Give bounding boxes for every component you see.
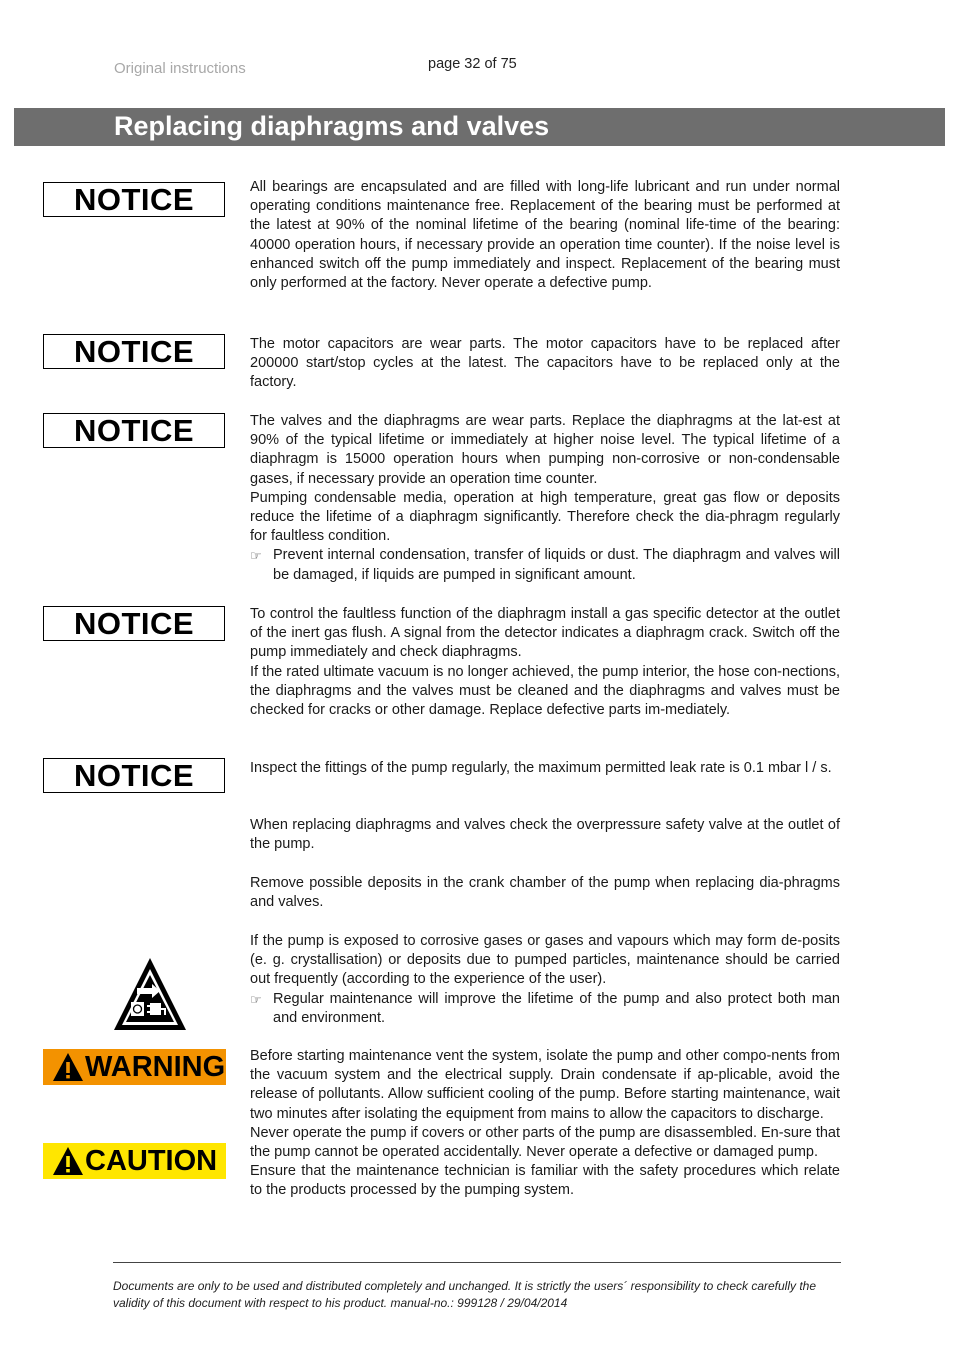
footer-note: Documents are only to be used and distributed completely and unchanged. It is strictly the users´ responsibility to check carefully the validity of this document with respect to his product. manual-no.: 999128 / 29/04/2014 bbox=[113, 1279, 817, 1310]
paragraph: The motor capacitors are wear parts. The motor capacitors have to be replaced after 200000 start/stop cycles at the latest. The capacitors have to be replaced only at the factory. bbox=[250, 336, 840, 391]
paragraph: Pumping condensable media, operation at high temperature, great gas flow or deposits reduce the lifetime of a diaphragm significantly. Therefore check the dia-phragm regularly for faultless condition. bbox=[250, 489, 840, 545]
paragraph: Inspect the fittings of the pump regularly, the maximum permitted leak rate is 0.1 mbar l / s. bbox=[250, 760, 832, 776]
paragraph: When replacing diaphragms and valves check the overpressure safety valve at the outlet of the pump. bbox=[250, 817, 840, 853]
notice-label-bearings: NOTICE bbox=[43, 182, 225, 217]
paragraph: If the rated ultimate vacuum is no longer achieved, the pump interior, the hose con-nections, the diaphragms and the valves must be cleaned and the diaphragms and valves must be checked for cracks or other damage. Replace defective parts im-mediately. bbox=[250, 663, 841, 719]
caution-text: CAUTION bbox=[85, 1145, 218, 1177]
paragraph: The valves and the diaphragms are wear parts. Replace the diaphragms at the lat-est at 90% of the typical lifetime or immediately at higher noise level. The typical lifetime of a diaphragm is 15000 operation hours when pumping non-corrosive or non-condensable gases, if necessary provide an operation time counter. bbox=[250, 413, 840, 487]
pointing-hand-icon: ☞ bbox=[250, 991, 262, 1007]
notice-label-capacitors: NOTICE bbox=[43, 334, 225, 369]
paragraph: Before starting maintenance vent the system, isolate the pump and other compo-nents from the vacuum system and the electrical supply. Drain condensate if ap-plicable, avoid the release of pollutants. Allow sufficient cooling of the pump. Before starting maintenance, wait two minutes after isolating the equipment from mains to allow the capacitors to discharge. bbox=[250, 1048, 840, 1122]
notice-label-detector: NOTICE bbox=[43, 606, 225, 641]
section-bearings bbox=[250, 178, 840, 293]
paragraph: If the pump is exposed to corrosive gases or gases and vapours which may form de-posits (e. g. crystallisation) or deposits due to pumped particles, maintenance should be carried out frequently (according to the experience of the user). bbox=[250, 933, 840, 988]
bullet-text: Regular maintenance will improve the lifetime of the pump and also protect both man and environment. bbox=[273, 990, 840, 1026]
bullet-item bbox=[250, 546, 840, 584]
notice-label-fittings: NOTICE bbox=[43, 758, 225, 793]
paragraph: All bearings are encapsulated and are filled with long-life lubricant and run under normal operating conditions maintenance free. Replacement of the bearing must be performed at the latest at 90% of the nominal lifetime of the bearing (nominal life-time of the bearing: 40000 operation hours, if necessary provide an operation time counter). If the noise level is enhanced switch off the pump immediately and inspect. Replacement of the bearing must only performed at the factory. Never operate a defective pump. bbox=[250, 179, 840, 292]
title-bar bbox=[14, 108, 945, 146]
disconnect-mains-plug-icon bbox=[112, 956, 188, 1032]
bullet-item bbox=[250, 990, 840, 1028]
warning-label bbox=[43, 1049, 226, 1085]
pointing-hand-icon: ☞ bbox=[250, 548, 262, 564]
page-number: page 32 of 75 bbox=[428, 56, 517, 72]
header-label: Original instructions bbox=[114, 60, 246, 77]
paragraph: Remove possible deposits in the crank chamber of the pump when replacing dia-phragms and valves. bbox=[250, 875, 840, 911]
section-maintenance bbox=[250, 1047, 840, 1201]
section-fittings bbox=[250, 759, 840, 778]
warning-triangle-icon bbox=[52, 1052, 84, 1082]
footer-divider bbox=[113, 1262, 841, 1263]
warning-text: WARNING bbox=[85, 1051, 226, 1083]
caution-triangle-icon bbox=[52, 1146, 84, 1176]
notice-label-valves: NOTICE bbox=[43, 413, 225, 448]
section-valves bbox=[250, 412, 840, 585]
paragraph: Never operate the pump if covers or other parts of the pump are disassembled. En-sure that the pump cannot be operated accidentally. Never operate a defective or damaged pump. bbox=[250, 1124, 840, 1161]
section-corrosive bbox=[250, 932, 840, 1028]
bullet-text: Prevent internal condensation, transfer of liquids or dust. The diaphragm and valves will be damaged, if liquids are pumped in significant amount. bbox=[273, 547, 840, 583]
section-capacitors bbox=[250, 335, 840, 393]
section-deposits bbox=[250, 874, 840, 912]
section-safety-valve bbox=[250, 816, 840, 854]
section-detector bbox=[250, 605, 840, 720]
page-title: Replacing diaphragms and valves bbox=[114, 111, 550, 141]
paragraph: Ensure that the maintenance technician is familiar with the safety procedures which relate to the products processed by the pumping system. bbox=[250, 1163, 840, 1199]
paragraph: To control the faultless function of the diaphragm install a gas specific detector at the outlet of the inert gas flush. A signal from the detector indicates a diaphragm crack. Switch off the pump immediately and check diaphragms. bbox=[250, 606, 840, 661]
caution-label bbox=[43, 1143, 226, 1179]
